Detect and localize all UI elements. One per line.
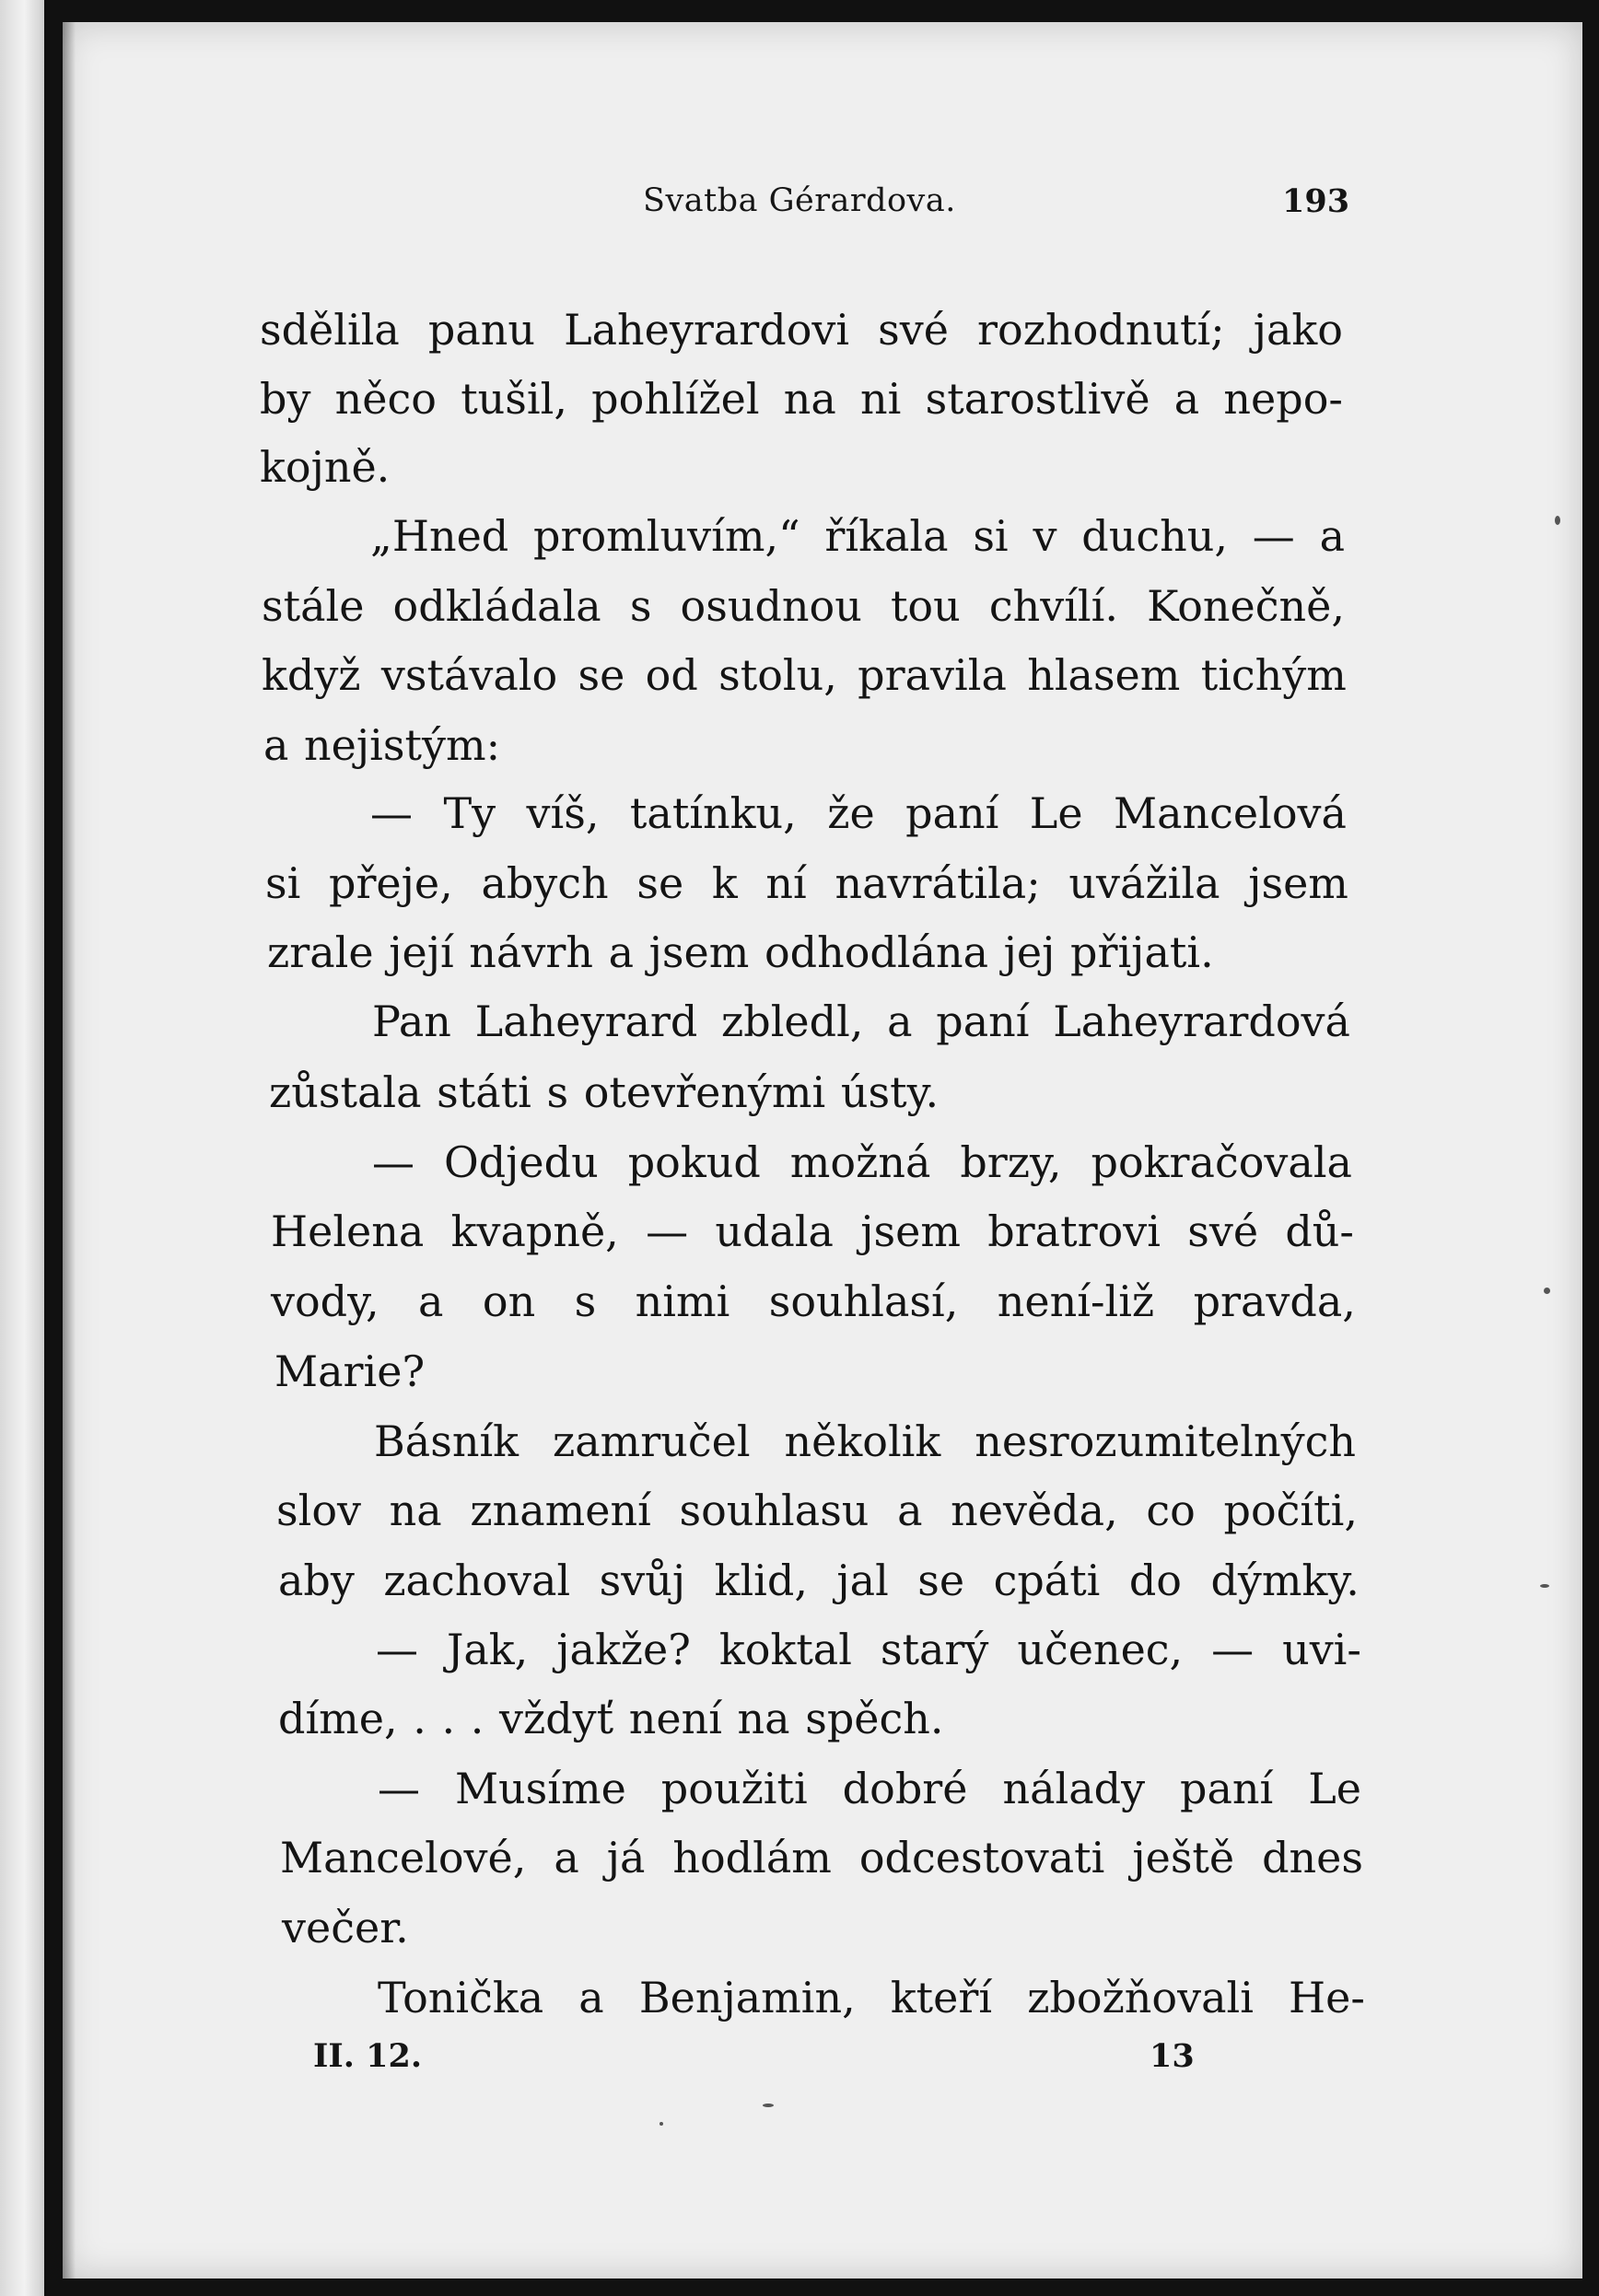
page-footer <box>0 2037 1599 2083</box>
text-line: „Hned promluvím,“ říkala si v duchu, — a <box>370 511 1345 561</box>
text-line: aby zachoval svůj klid, jal se cpáti do dýmky. <box>278 1556 1360 1605</box>
text-line: vody, a on s nimi souhlasí, není-liž pravda, <box>271 1276 1356 1326</box>
signature-mark: II. 12. <box>313 2037 423 2075</box>
text-line: by něco tušil, pohlížel na ni starostlivě a nepo- <box>260 374 1343 424</box>
text-line: Mancelové, a já hodlám odcestovati ještě dnes <box>280 1833 1363 1882</box>
text-line: Pan Laheyrard zbledl, a paní Laheyrardová <box>372 996 1350 1046</box>
sheet-number: 13 <box>1150 2037 1195 2075</box>
text-line: Helena kvapně, — udala jsem bratrovi své dů- <box>271 1206 1354 1256</box>
text-line: kojně. <box>260 442 391 492</box>
scan-speck <box>1555 516 1560 525</box>
text-line: a nejistým: <box>263 720 501 770</box>
scan-speck <box>1540 1584 1549 1588</box>
text-line: slov na znamení souhlasu a nevěda, co počíti, <box>276 1486 1358 1535</box>
text-line: Tonička a Benjamin, kteří zbožňovali He- <box>378 1973 1365 2022</box>
text-line: Básník zamručel několik nesrozumitelných <box>374 1416 1356 1466</box>
text-line: — Musíme použiti dobré nálady paní Le <box>378 1764 1361 1813</box>
page-number: 193 <box>1282 182 1350 220</box>
scan-speck <box>659 2122 663 2126</box>
text-line: stále odkládala s osudnou tou chvílí. Konečně, <box>262 581 1345 631</box>
scan-speck <box>763 2104 774 2107</box>
text-line: večer. <box>282 1903 409 1952</box>
text-line: zrale její návrh a jsem odhodlána jej přijati. <box>267 927 1214 977</box>
text-line: když vstávalo se od stolu, pravila hlasem tichým <box>262 650 1347 700</box>
text-line: díme, . . . vždyť není na spěch. <box>278 1694 944 1743</box>
text-line: zůstala státi s otevřenými ústy. <box>269 1067 940 1117</box>
text-line: si přeje, abych se k ní navrátila; uvážila jsem <box>265 858 1348 908</box>
text-line: Marie? <box>274 1346 426 1396</box>
chapter-title: Svatba Gérardova. <box>643 182 956 219</box>
text-line: — Ty víš, tatínku, že paní Le Mancelová <box>370 788 1347 838</box>
text-line: — Jak, jakže? koktal starý učenec, — uvi- <box>376 1625 1361 1674</box>
text-line: sdělila panu Laheyrardovi své rozhodnutí; jako <box>260 305 1343 355</box>
scan-speck <box>1544 1288 1550 1294</box>
text-line: — Odjedu pokud možná brzy, pokračovala <box>372 1137 1352 1187</box>
